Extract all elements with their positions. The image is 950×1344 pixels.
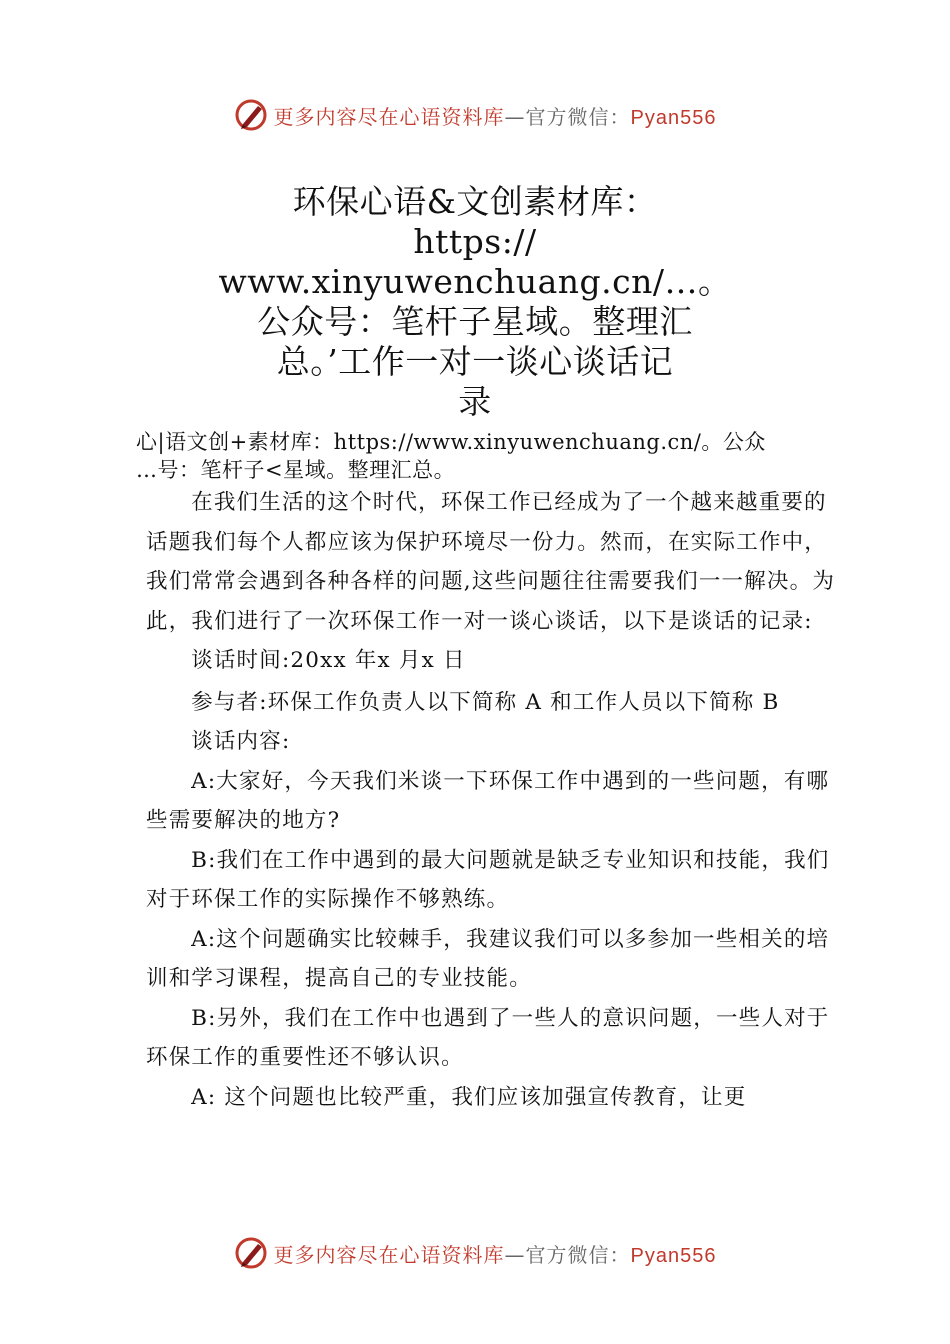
banner-brand: 更多内容尽在心语资料库 [273, 104, 505, 129]
document-body [146, 483, 836, 1117]
pen-logo-icon [234, 1236, 268, 1270]
banner-brand: 更多内容尽在心语资料库 [273, 1242, 505, 1267]
banner-wechat-id: Pyan556 [630, 1244, 717, 1267]
banner-dash: — [504, 104, 526, 129]
paragraph: A:这个问题确实比较棘手，我建议我们可以多参加一些相关的培训和学习课程，提高自己的专业技能。 [146, 926, 830, 991]
paragraph: A:大家好，今天我们米谈一下环保工作中遇到的一些问题，有哪些需要解决的地方? [146, 768, 830, 833]
source-line: …号：笔杆子<星域。整理汇总。 [136, 458, 456, 482]
footer-banner [0, 1233, 950, 1273]
source-note [136, 428, 836, 484]
paragraph: B:我们在工作中遇到的最大问题就是缺乏专业知识和技能，我们对于环保工作的实际操作不够熟练。 [146, 847, 830, 912]
title-line: 录 [458, 382, 492, 421]
banner-official: 官方微信： [525, 104, 631, 129]
document-title [0, 182, 950, 422]
title-line: 总。’工作一对一谈心谈话记 [276, 342, 674, 381]
paragraph: 在我们生活的这个时代，环保工作已经成为了一个越来越重要的话题我们每个人都应该为保护环境尽一份力。然而，在实际工作中，我们常常会遇到各种各样的问题,这些问题往往需要我们一一解决。为此，我们进行了一次环保工作一对一谈心谈话，以下是谈话的记录: [146, 490, 836, 634]
paragraph: 参与者:环保工作负责人以下简称 A 和工作人员以下简称 B [191, 689, 780, 715]
source-line: 心|语文创+素材库：https://www.xinyuwenchuang.cn/。公众 [136, 430, 766, 454]
paragraph: B:另外，我们在工作中也遇到了一些人的意识问题，一些人对于环保工作的重要性还不够认识。 [146, 1005, 830, 1070]
title-line: 环保心语&文创素材库： [292, 182, 658, 221]
paragraph: 谈话内容: [191, 729, 291, 754]
banner-dash: — [504, 1242, 526, 1267]
paragraph: 谈话时间:20xx 年x 月x 日 [191, 648, 466, 673]
banner-official: 官方微信： [525, 1242, 631, 1267]
header-banner [0, 95, 950, 135]
pen-logo-icon [234, 98, 268, 132]
title-line: www.xinyuwenchuang.cn/…。 [218, 262, 732, 301]
banner-wechat-id: Pyan556 [630, 106, 717, 129]
title-line: https:// [413, 222, 537, 261]
paragraph: A: 这个问题也比较严重，我们应该加强宣传教育，让更 [191, 1084, 747, 1110]
title-line: 公众号：笔杆子星域。整理汇 [257, 302, 693, 341]
